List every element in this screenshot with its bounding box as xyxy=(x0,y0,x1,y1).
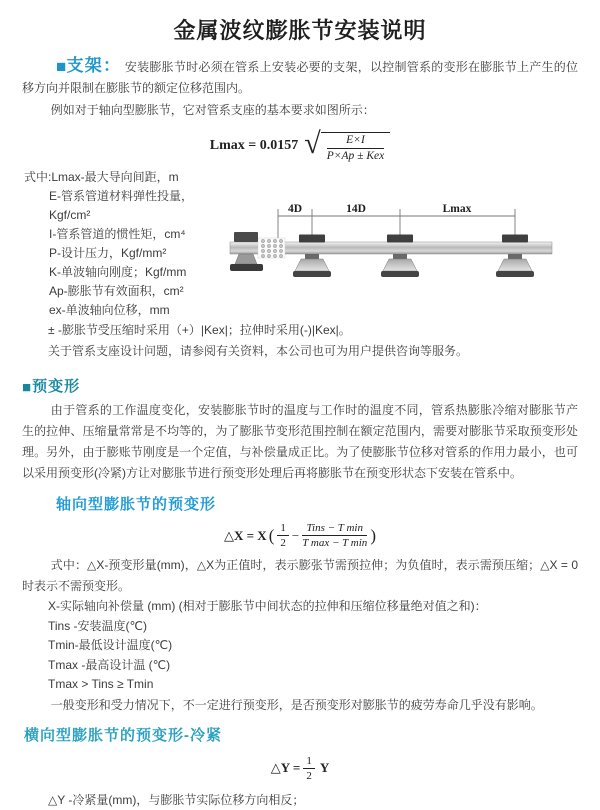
lateral-predeform-formula xyxy=(22,755,578,782)
definition-line: Ap-膨胀节有效面积，cm² xyxy=(49,284,184,298)
predeform-section-heading xyxy=(22,375,578,396)
definition-line: 式中:Lmax-最大导向间距，m xyxy=(24,170,179,184)
sqrt-denominator: P×Ap ± Kex xyxy=(326,150,385,162)
open-paren: ( xyxy=(268,525,275,545)
definition-line: P-设计压力，Kgf/mm² xyxy=(49,246,167,260)
axial-predeform-formula xyxy=(22,522,578,549)
lmax-formula-lhs: Lmax = 0.0157 xyxy=(209,137,299,153)
cold-tension-note: △Y -冷紧量(mm)，与膨胀节实际位移方向相反； xyxy=(48,792,305,807)
definition-line: Tmin-最低设计温度(℃) xyxy=(48,638,173,652)
axial-definitions-list xyxy=(48,597,578,695)
predeform-body-paragraph: 由于管系的工作温度变化，安装膨胀节时的温度与工作时的温度不同，管系热膨胀冷缩对膨胀节产生的拉伸、压缩量常常是不均等的，为了膨胀节变形范围控制在额定范围内，需要对膨胀节采取预变形处理。另外，由于膨账节刚度是一个定值，与补偿量成正比。为了使膨胀节位移对管系的作用力最小，也可以采用预变形(冷紧)方让对膨胀节进行预变形处理后再将膨胀节在预变形状态下安装在管系中。 xyxy=(22,403,578,480)
dim-label-14d: 14D xyxy=(346,203,366,215)
kex-sign-note: ± -膨胀节受压缩时采用（+）|Kex|；拉伸时采用(-)|Kex|。 xyxy=(48,323,351,337)
guide-support-icon xyxy=(381,235,419,278)
bellows-icon xyxy=(258,238,285,258)
support-section-heading: 支架： xyxy=(66,56,122,75)
sqrt-fraction xyxy=(321,132,391,163)
definition-line: Tmax -最高设计温 (℃) xyxy=(48,657,171,672)
fraction-denominator: T max − T min xyxy=(302,537,368,549)
definition-line: ex-单波轴向位移，mm xyxy=(49,303,170,317)
fraction-denominator: 2 xyxy=(280,537,286,549)
fraction-denominator: 2 xyxy=(306,769,312,782)
close-paren: ) xyxy=(370,525,376,545)
axial-predeform-heading: 轴向型膨胀节的预变形 xyxy=(56,496,217,513)
lateral-formula-lhs: △Y = xyxy=(270,760,301,775)
axial-formula-lhs: △X = X xyxy=(224,527,267,543)
minus-sign: − xyxy=(291,527,300,543)
lateral-formula-rhs: Y xyxy=(319,760,330,775)
dimension-labels xyxy=(288,203,472,215)
half-fraction xyxy=(277,522,289,549)
definition-line: Tmax > Tins ≥ Tmin xyxy=(48,677,154,691)
support-paragraph xyxy=(22,55,578,99)
guide-support-icon xyxy=(496,235,534,278)
document-page xyxy=(0,14,600,807)
pipe-support-diagram xyxy=(227,168,578,320)
service-note: 关于管系支座设计问题，请参阅有关资料，本公司也可为用户提供咨询等服务。 xyxy=(48,344,469,358)
lateral-predeform-heading: 横向型膨胀节的预变形-冷紧 xyxy=(24,726,222,744)
dim-label-4d: 4D xyxy=(287,203,303,215)
temperature-fraction xyxy=(302,522,367,549)
section-square-icon: ■ xyxy=(22,379,33,396)
predeform-heading-label: 预变形 xyxy=(32,378,81,395)
definition-line: K-单波轴向刚度；Kgf/mm xyxy=(49,265,187,279)
fraction-numerator: Tins − T min xyxy=(302,522,367,536)
fraction-numerator: 1 xyxy=(303,755,315,769)
fraction-numerator: 1 xyxy=(277,522,289,536)
example-line: 例如对于轴向型膨胀节，它对管系支座的基本要求如图所示： xyxy=(50,103,375,117)
axial-explain-paragraph: 式中：△X-预变形量(mm)，△X为正值时，表示膨张节需预拉伸；为负值时，表示需预压缩；△X = 0时表示不需预变形。 xyxy=(22,558,578,593)
sqrt-sign-glyph: √ xyxy=(304,127,321,160)
sqrt-numerator: E×I xyxy=(327,134,385,149)
page-title: 金属波纹膨胀节安装说明 xyxy=(173,18,427,43)
sqrt-radical xyxy=(304,128,390,163)
definition-line: X-实际轴向补偿量 (mm) (相对于膨胀节中间状态的拉伸和压缩位移量绝对值之和)： xyxy=(48,599,487,613)
section-square-icon: ■ xyxy=(56,57,67,76)
definition-line: I-管系管道的惯性矩，cm⁴ xyxy=(49,227,186,241)
support-intro-text: 安装膨胀节时必须在管系上安装必要的支架，以控制管系的变形在膨胀节上产生的位移方向并限制在膨胀节的额定位移范围内。 xyxy=(22,60,578,95)
fatigue-note: 一般变形和受力情况下，不一定进行预变形，是否预变形对膨胀节的疲劳寿命几乎没有影响。 xyxy=(50,697,543,712)
symbol-definitions-list xyxy=(22,168,227,320)
definition-line: E-管系管道材料弹性投量，Kgf/cm² xyxy=(49,189,194,222)
dim-label-lmax: Lmax xyxy=(442,203,472,215)
definition-line: Tins -安装温度(℃) xyxy=(48,618,148,633)
half-fraction xyxy=(303,755,315,782)
guide-support-icon xyxy=(293,235,331,278)
pipe-diagram-svg xyxy=(230,201,578,296)
definitions-and-diagram xyxy=(22,168,578,320)
lmax-formula xyxy=(22,128,578,163)
